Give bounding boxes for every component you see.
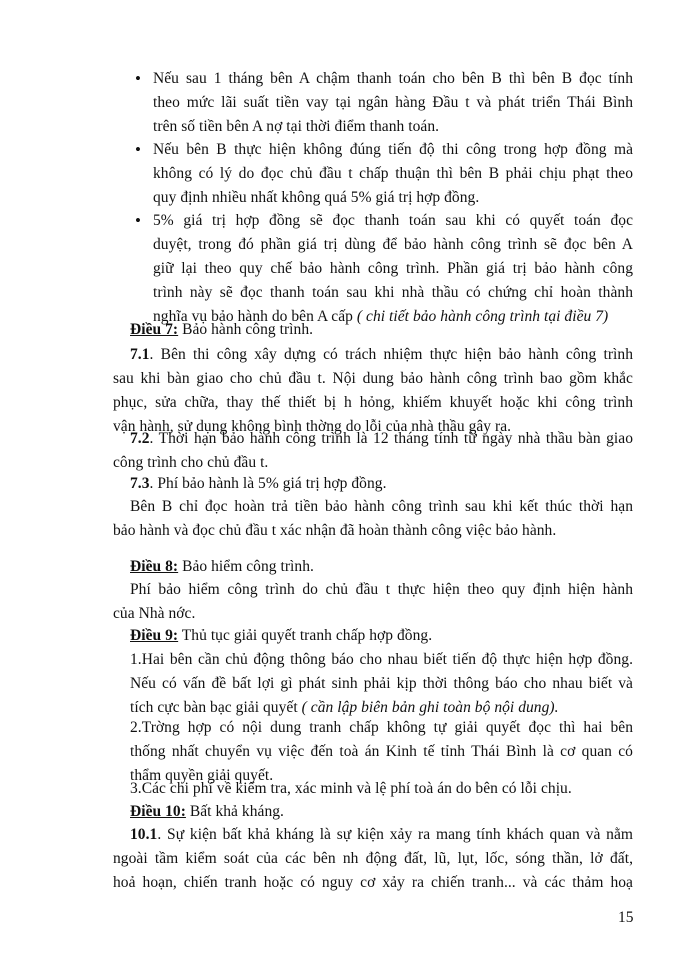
section-heading-dieu-10 xyxy=(130,800,284,824)
text-line: sau khi bàn giao cho chủ đầu t. Nội dung bảo hành công trình bao gồm khắc xyxy=(113,370,633,387)
text-line xyxy=(113,427,633,451)
text-line: giữ lại theo quy chế bảo hành công trình. Phần giá trị bảo hành công xyxy=(153,260,633,277)
text-line: Nếu bên B thực hiện không đúng tiến độ thi công trong hợp đồng mà xyxy=(153,141,633,158)
section-label: Điều 8: xyxy=(130,558,179,575)
text-line: của Nhà nớc. xyxy=(113,605,196,622)
clause-number: 7.1 xyxy=(130,346,150,363)
paragraph-dieu-8 xyxy=(113,578,633,626)
text-line: Nếu có vấn đề bất lợi gì phát sinh phải kịp thời thông báo cho nhau biết và xyxy=(130,675,633,692)
section-title: Bất khả kháng. xyxy=(185,803,284,820)
clause-number: 7.2 xyxy=(130,430,150,447)
text-line xyxy=(113,823,633,847)
bullet-icon: • xyxy=(135,211,141,230)
text-line: 1.Hai bên cần chủ động thông báo cho nhau biết tiến độ thực hiện hợp đồng. xyxy=(130,651,633,668)
text-run: . Bên thi công xây dựng có trách nhiệm thực hiện bảo hành công trình xyxy=(149,346,633,363)
paragraph-7-1 xyxy=(113,343,633,439)
text-line: 5% giá trị hợp đồng sẽ đọc thanh toán sau khi có quyết toán đọc xyxy=(153,212,633,229)
text-line: hoả hoạn, chiến tranh hoặc có nguy cơ xảy ra chiến tranh... và các thảm hoạ xyxy=(113,874,633,891)
text-line: thống nhất chuyển vụ việc đến toà án Kinh tế tỉnh Thái Bình là cơ quan có xyxy=(130,743,633,760)
paragraph-7-3 xyxy=(130,472,387,496)
bullet-icon: • xyxy=(135,140,141,159)
paragraph-7-2 xyxy=(113,427,633,475)
bullet-icon: • xyxy=(135,69,141,88)
text-line: Nếu sau 1 tháng bên A chậm thanh toán cho bên B thì bên B đọc tính xyxy=(153,70,633,87)
bullet-paragraph-3 xyxy=(153,209,633,329)
text-line: trình này sẽ đọc thanh toán sau khi nhà thầu có chứng chỉ hoàn thành xyxy=(153,284,633,301)
text-line: 2.Trờng hợp có nội dung tranh chấp không tự giải quyết đọc thì hai bên xyxy=(130,719,633,736)
text-line: theo mức lãi suất tiền vay tại ngân hàng Đầu t và phát triển Thái Bình xyxy=(153,94,633,111)
text-line: trên số tiền bên A nợ tại thời điểm thanh toán. xyxy=(153,118,440,135)
dieu-9-item-1 xyxy=(113,648,633,720)
paragraph-7-4 xyxy=(113,495,633,543)
text-run: . Phí bảo hành là 5% giá trị hợp đồng. xyxy=(149,475,387,492)
bullet-paragraph-1 xyxy=(153,67,633,139)
text-line: vận hành, sử dụng không bình thờng do lỗi của nhà thầu gây ra. xyxy=(113,418,512,435)
section-heading-dieu-9 xyxy=(130,624,432,648)
text-line: Bên B chỉ đọc hoàn trả tiền bảo hành công trình sau khi kết thúc thời hạn xyxy=(130,498,633,515)
section-label: Điều 9: xyxy=(130,627,179,644)
text-line: quy định nhiều nhất không quá 5% giá trị hợp đồng. xyxy=(153,189,480,206)
dieu-9-item-3 xyxy=(130,777,572,801)
clause-number: 7.3 xyxy=(130,475,150,492)
italic-note: ( cần lập biên bản ghi toàn bộ nội dung). xyxy=(301,699,559,716)
bullet-paragraph-2 xyxy=(153,138,633,210)
italic-note: ( chi tiết bảo hành công trình tại điều 7) xyxy=(356,308,609,325)
text-line: phục, sửa chữa, thay thế thiết bị h hỏng, khiếm khuyết hoặc khi công trình xyxy=(113,394,633,411)
text-line: Phí bảo hiểm công trình do chủ đầu t thực hiện theo quy định hiện hành xyxy=(130,581,633,598)
text-run: . Sự kiện bất khả kháng là sự kiện xảy ra mang tính khách quan và nằm xyxy=(157,826,633,843)
text-line: 3.Các chi phí về kiểm tra, xác minh và lệ phí toà án do bên có lỗi chịu. xyxy=(130,780,572,797)
section-label: Điều 7: xyxy=(130,321,179,338)
text-run: tích cực bàn bạc giải quyết xyxy=(130,699,302,716)
text-line: bảo hành và đọc chủ đầu t xác nhận đã hoàn thành công việc bảo hành. xyxy=(113,522,557,539)
text-run: . Thời hạn bảo hành công trình là 12 tháng tính từ ngày nhà thầu bàn giao xyxy=(149,430,633,447)
section-label: Điều 10: xyxy=(130,803,186,820)
text-line: thẩm quyền giải quyết. xyxy=(130,767,274,784)
section-heading-dieu-7 xyxy=(130,318,313,342)
text-line: duyệt, trong đó phần giá trị dùng để bảo hành công trình sẽ đọc bên A xyxy=(153,236,633,253)
clause-number: 10.1 xyxy=(130,826,158,843)
section-title: Thủ tục giải quyết tranh chấp hợp đồng. xyxy=(178,627,433,644)
section-title: Bảo hiểm công trình. xyxy=(178,558,314,575)
paragraph-10-1 xyxy=(113,823,633,895)
text-run: nghĩa vụ bảo hành do bên A cấp xyxy=(153,308,357,325)
text-line: không có lý do đọc chủ đầu t chấp thuận thì bên B phải chịu phạt theo xyxy=(153,165,633,182)
text-line: công trình cho chủ đầu t. xyxy=(113,454,269,471)
text-line: ngoài tầm kiểm soát của các bên nh động đất, lũ, lụt, lốc, sóng thần, lở đất, xyxy=(113,850,633,867)
text-line xyxy=(113,343,633,367)
section-heading-dieu-8 xyxy=(130,555,314,579)
page-number: 15 xyxy=(618,909,634,926)
section-title: Bảo hành công trình. xyxy=(178,321,314,338)
